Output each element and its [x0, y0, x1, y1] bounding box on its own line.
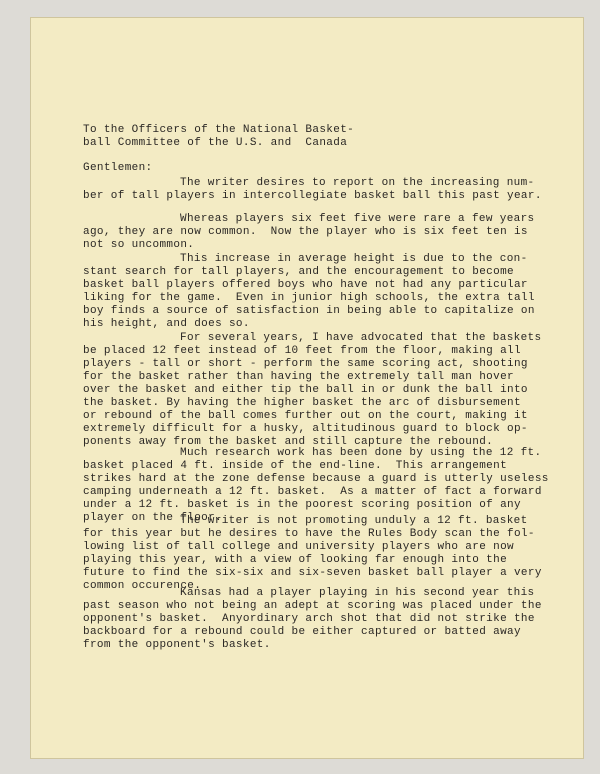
paragraph-line: camping underneath a 12 ft. basket. As a matter of fact a forward	[83, 486, 542, 498]
paragraph-line: under a 12 ft. basket is in the poorest scoring position of any	[83, 499, 521, 511]
paragraph-line: opponent's basket. Anyordinary arch shot that did not strike the	[83, 613, 535, 625]
paragraph-line: boy finds a source of satisfaction in being able to capitalize on	[83, 305, 535, 317]
paragraph-line: strikes hard at the zone defense because a guard is utterly useless	[83, 473, 549, 485]
paragraph-line: ago, they are now common. Now the player who is six feet ten is	[83, 226, 528, 238]
paragraph-line: not so uncommon.	[83, 239, 195, 251]
salutation: Gentlemen:	[83, 162, 153, 174]
paragraph-line: common occurence.	[83, 580, 202, 592]
paragraph-line: The writer desires to report on the increasing num-	[180, 177, 535, 189]
paragraph-line: stant search for tall players, and the encouragement to become	[83, 266, 514, 278]
letter-page	[30, 17, 584, 759]
paragraph-line: ber of tall players in intercollegiate basket ball this past year.	[83, 190, 542, 202]
paragraph-line: For several years, I have advocated that the baskets	[180, 332, 542, 344]
paragraph-line: basket placed 4 ft. inside of the end-line. This arrangement	[83, 460, 508, 472]
paragraph-line: extremely difficult for a husky, altitudinous guard to block op-	[83, 423, 528, 435]
paragraph-line: Kansas had a player playing in his second year this	[180, 587, 535, 599]
paragraph-line: past season who not being an adept at scoring was placed under the	[83, 600, 542, 612]
paragraph-line: the basket. By having the higher basket the arc of disbursement	[83, 397, 521, 409]
paragraph-line: be placed 12 feet instead of 10 feet from the floor, making all	[83, 345, 521, 357]
paragraph-line: for the basket rather than having the extremely tall man hover	[83, 371, 514, 383]
paragraph-line: players - tall or short - perform the same scoring act, shooting	[83, 358, 528, 370]
paragraph-line: his height, and does so.	[83, 318, 250, 330]
paragraph-line: Much research work has been done by using the 12 ft.	[180, 447, 542, 459]
paragraph-line: basket ball players offered boys who have not had any particular	[83, 279, 528, 291]
paragraph-line: for this year but he desires to have the Rules Body scan the fol-	[83, 528, 535, 540]
paragraph-line: future to find the six-six and six-seven basket ball player a very	[83, 567, 542, 579]
addressee-line: ball Committee of the U.S. and Canada	[83, 137, 348, 149]
paragraph-line: liking for the game. Even in junior high schools, the extra tall	[83, 292, 535, 304]
paragraph-line: player on the floor.	[83, 512, 223, 524]
paragraph-line: from the opponent's basket.	[83, 639, 271, 651]
paragraph-line: playing this year, with a view of looking far enough into the	[83, 554, 508, 566]
paragraph-line: The writer is not promoting unduly a 12 ft. basket	[180, 515, 528, 527]
paragraph-line: lowing list of tall college and university players who are now	[83, 541, 514, 553]
addressee-line: To the Officers of the National Basket-	[83, 124, 355, 136]
paragraph-line: ponents away from the basket and still capture the rebound.	[83, 436, 494, 448]
paragraph-line: or rebound of the ball comes further out on the court, making it	[83, 410, 528, 422]
paragraph-line: This increase in average height is due to the con-	[180, 253, 528, 265]
paragraph-line: over the basket and either tip the ball in or dunk the ball into	[83, 384, 528, 396]
paragraph-line: Whereas players six feet five were rare a few years	[180, 213, 535, 225]
paragraph-line: backboard for a rebound could be either captured or batted away	[83, 626, 521, 638]
